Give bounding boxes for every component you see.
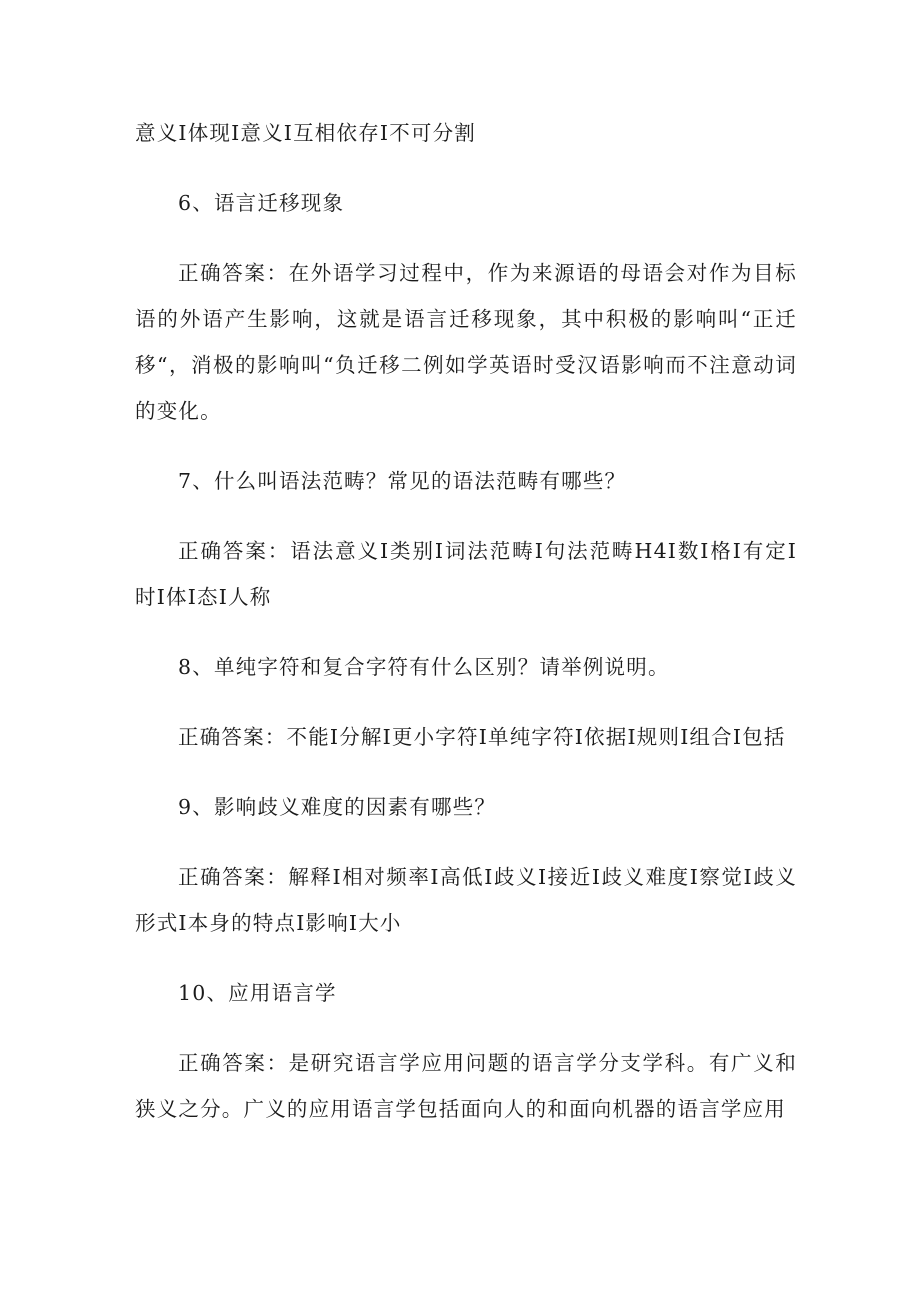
question-10: 10、应用语言学 [178, 981, 337, 1005]
question-8: 8、单纯字符和复合字符有什么区别？请举例说明。 [178, 655, 670, 679]
answer-6: 正确答案：在外语学习过程中，作为来源语的母语会对作为目标语的外语产生影响，这就是语言迁移现象，其中积极的影响叫“正迁移“，消极的影响叫“负迁移二例如学英语时受汉语影响而不注意动词的变化。 [135, 261, 797, 423]
answer-10: 正确答案：是研究语言学应用问题的语言学分支学科。有广义和狭义之分。广义的应用语言学包括面向人的和面向机器的语言学应用 [135, 1051, 797, 1121]
question-7: 7、什么叫语法范畴？常见的语法范畴有哪些？ [178, 469, 627, 493]
document-body [135, 110, 797, 1132]
question-9: 9、影响歧义难度的因素有哪些？ [178, 795, 497, 819]
answer-continuation: 意义I体现I意义I互相依存I不可分割 [135, 121, 476, 145]
answer-9: 正确答案：解释I相对频率I高低I歧义I接近I歧义难度I察觉I歧义形式I本身的特点I影响I大小 [135, 865, 797, 935]
question-6: 6、语言迁移现象 [178, 191, 345, 215]
answer-7: 正确答案：语法意义I类别I词法范畴I句法范畴H4I数I格I有定I时I体I态I人称 [135, 539, 797, 609]
answer-8: 正确答案：不能I分解I更小字符I单纯字符I依据I规则I组合I包括 [178, 725, 786, 749]
